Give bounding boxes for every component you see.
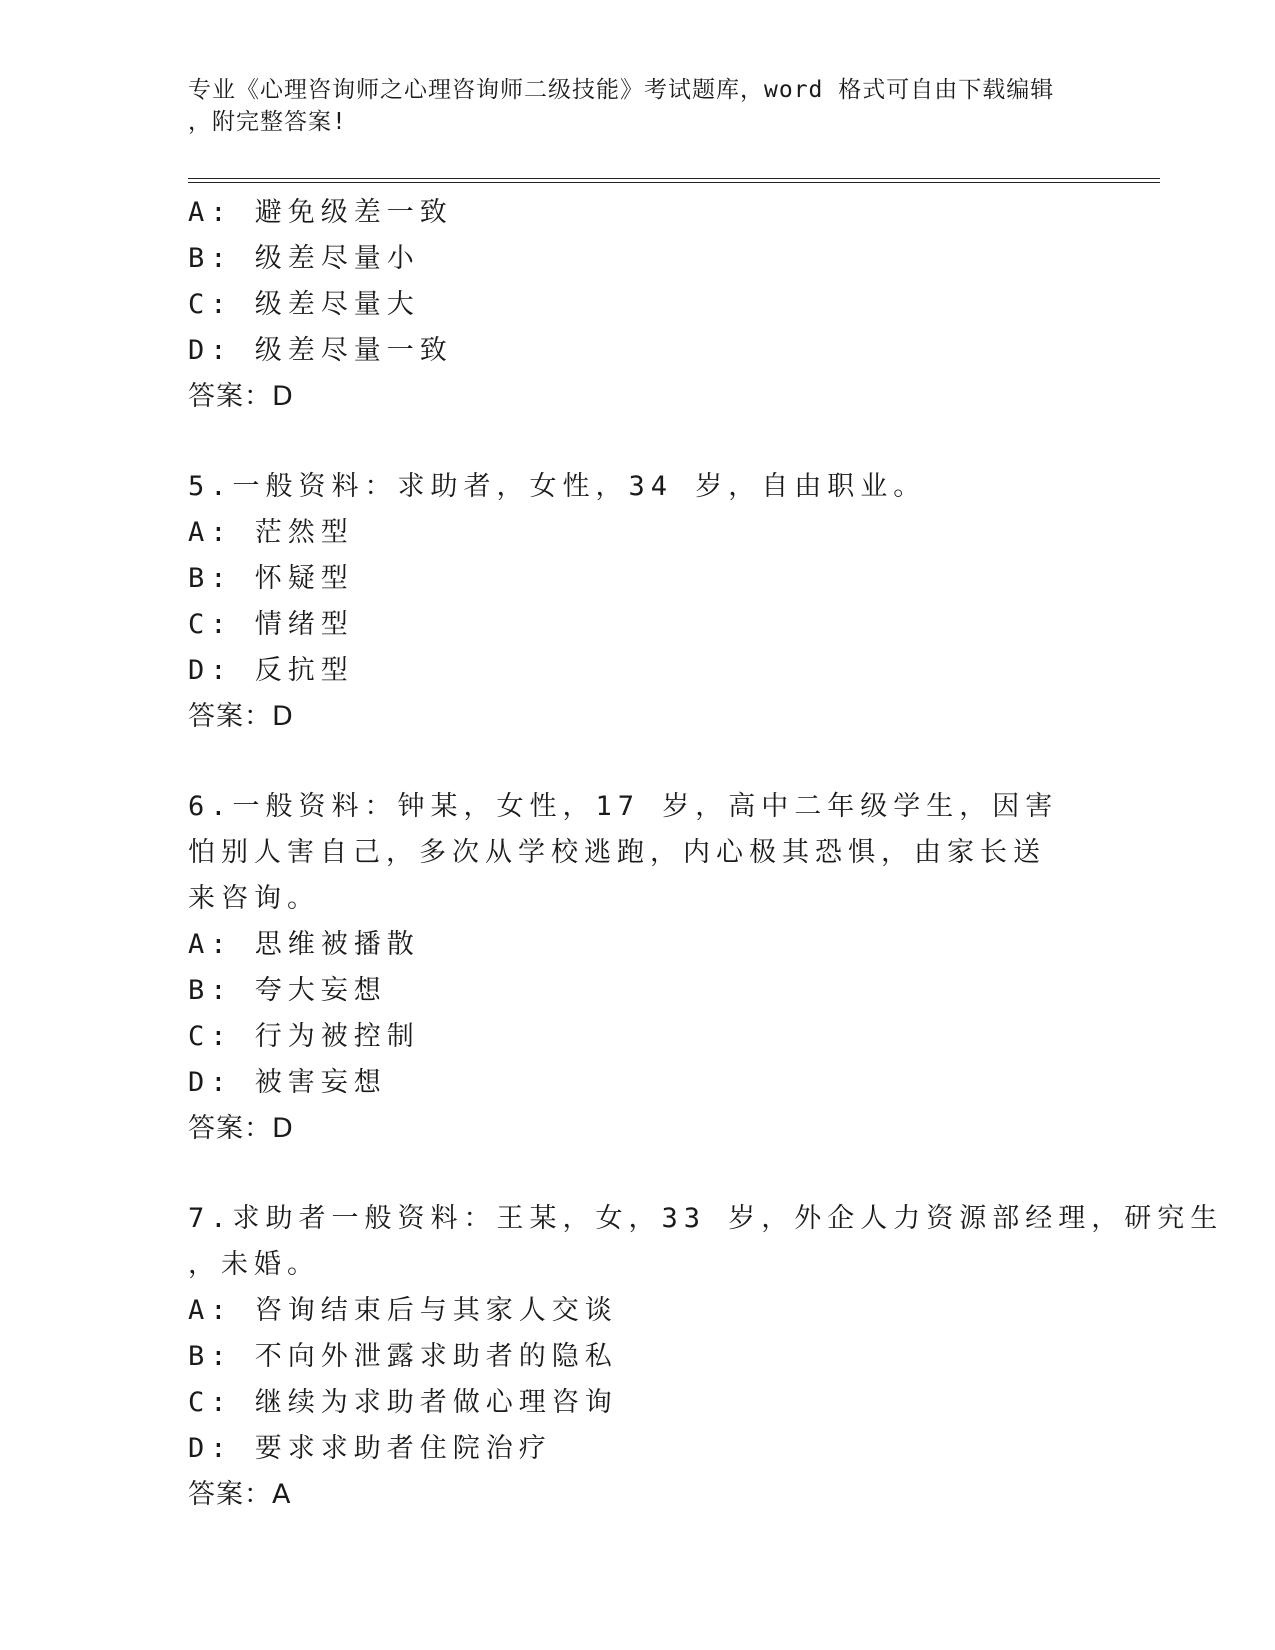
answer: 答案：D bbox=[188, 701, 294, 732]
option-d: D: 反抗型 bbox=[188, 655, 354, 686]
question-stem-line-1: 7.求助者一般资料：王某，女，33 岁，外企人力资源部经理，研究生 bbox=[188, 1203, 1224, 1234]
option-d: D: 被害妄想 bbox=[188, 1067, 387, 1098]
option-b: B: 级差尽量小 bbox=[188, 243, 420, 274]
question-4 bbox=[188, 190, 1088, 420]
option-c: C: 继续为求助者做心理咨询 bbox=[188, 1387, 618, 1418]
option-b: B: 不向外泄露求助者的隐私 bbox=[188, 1341, 618, 1372]
header-line-2: ，附完整答案! bbox=[188, 109, 347, 135]
header-line-1: 专业《心理咨询师之心理咨询师二级技能》考试题库，word 格式可自由下载编辑 bbox=[188, 77, 1055, 103]
option-c: C: 行为被控制 bbox=[188, 1021, 420, 1052]
answer: 答案：D bbox=[188, 1113, 294, 1144]
question-list bbox=[188, 190, 1224, 1518]
option-c: C: 级差尽量大 bbox=[188, 289, 420, 320]
option-d: D: 要求求助者住院治疗 bbox=[188, 1433, 552, 1464]
header-divider-bottom bbox=[188, 182, 1160, 183]
option-d: D: 级差尽量一致 bbox=[188, 335, 453, 366]
question-5 bbox=[188, 464, 1088, 740]
question-stem-line-2: ，未婚。 bbox=[188, 1249, 320, 1280]
option-b: B: 怀疑型 bbox=[188, 563, 354, 594]
question-6 bbox=[188, 784, 1088, 1152]
option-a: A: 咨询结束后与其家人交谈 bbox=[188, 1295, 618, 1326]
option-c: C: 情绪型 bbox=[188, 609, 354, 640]
option-a: A: 避免级差一致 bbox=[188, 197, 453, 228]
answer: 答案：D bbox=[188, 381, 294, 412]
question-stem: 6.一般资料：钟某，女性，17 岁，高中二年级学生，因害怕别人害自己，多次从学校逃跑，内心极其恐惧，由家长送来咨询。 bbox=[188, 791, 1059, 914]
answer: 答案：A bbox=[188, 1479, 292, 1510]
option-a: A: 茫然型 bbox=[188, 517, 354, 548]
option-b: B: 夸大妄想 bbox=[188, 975, 387, 1006]
question-7 bbox=[188, 1196, 1224, 1518]
header-divider-top bbox=[188, 178, 1160, 179]
document-header bbox=[188, 74, 1088, 138]
question-stem: 5.一般资料：求助者，女性，34 岁，自由职业。 bbox=[188, 471, 927, 502]
option-a: A: 思维被播散 bbox=[188, 929, 420, 960]
